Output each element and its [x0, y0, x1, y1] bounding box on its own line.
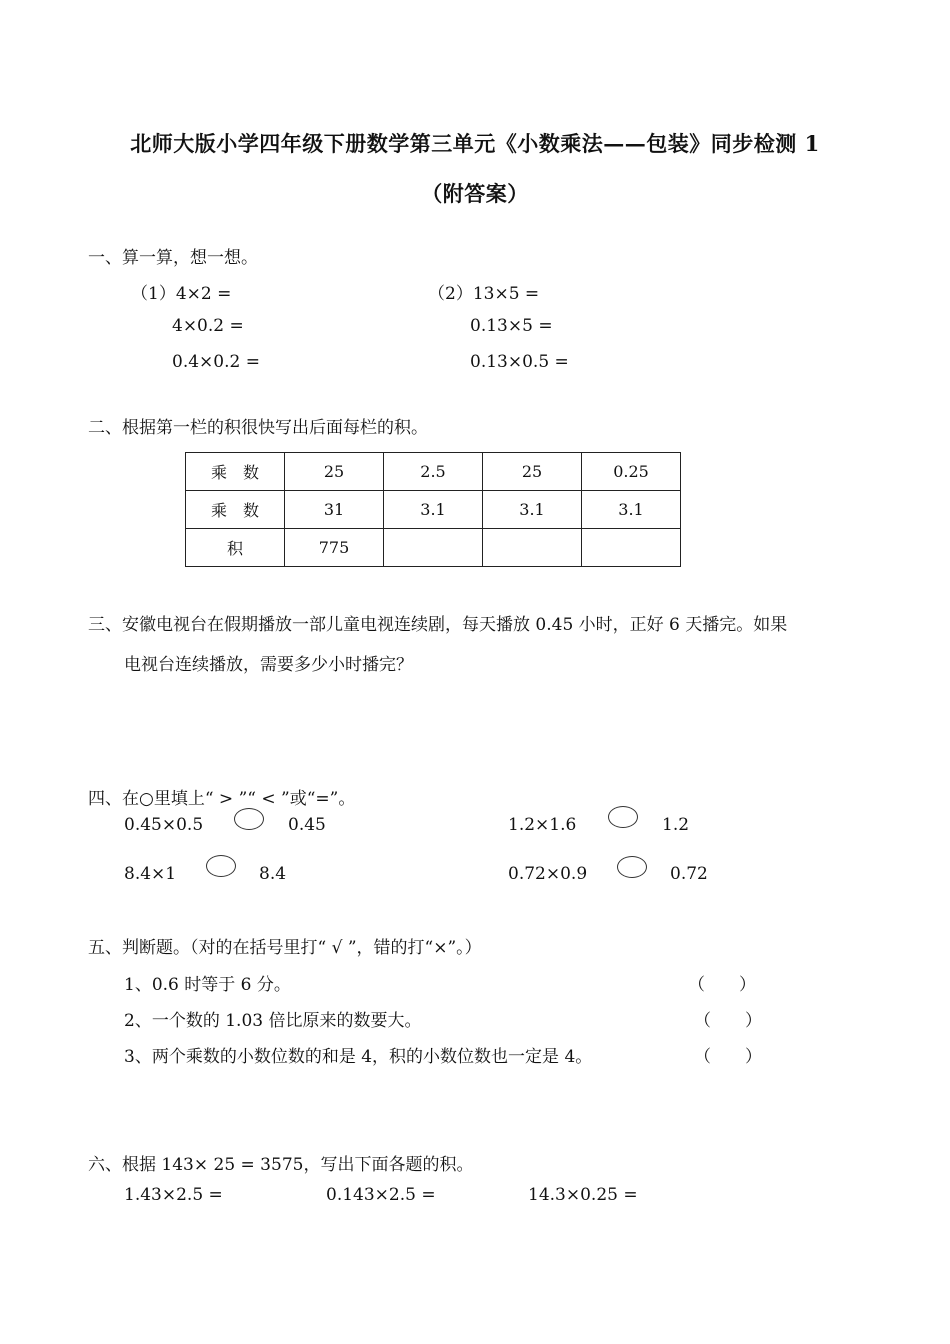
compare-oval-2[interactable]: [608, 806, 638, 828]
section3-line1: 三、安徽电视台在假期播放一部儿童电视连续剧，每天播放 0.45 小时，正好 6 天播完。如果: [88, 615, 788, 635]
judge-item-2: 2、一个数的 1.03 倍比原来的数要大。: [124, 1011, 422, 1031]
table-row: [186, 529, 681, 567]
compare-left-3: 8.4×1: [124, 864, 177, 884]
section2-heading: 二、根据第一栏的积很快写出后面每栏的积。: [88, 418, 428, 438]
section1-heading: 一、算一算，想一想。: [88, 248, 258, 268]
table-cell: 3.1: [384, 491, 483, 529]
section1-right-2: 0.13×5 =: [470, 316, 553, 336]
table-cell: 25: [483, 453, 582, 491]
section1-right-3: 0.13×0.5 =: [470, 352, 569, 372]
section1-left-3: 0.4×0.2 =: [172, 352, 260, 372]
compare-right-4: 0.72: [670, 864, 708, 884]
answer-cell[interactable]: [384, 529, 483, 567]
section6-item-1: 1.43×2.5 =: [124, 1185, 223, 1205]
table-cell: 2.5: [384, 453, 483, 491]
section4-heading: 四、在○里填上“ > ”“ < ”或“=”。: [88, 789, 356, 809]
compare-left-4: 0.72×0.9: [508, 864, 588, 884]
section3-line2: 电视台连续播放，需要多少小时播完？: [124, 655, 413, 675]
compare-right-2: 1.2: [662, 815, 690, 835]
compare-left-2: 1.2×1.6: [508, 815, 577, 835]
judge-bracket-2[interactable]: （ ）: [694, 1011, 762, 1031]
table-row: [186, 453, 681, 491]
page-title: 北师大版小学四年级下册数学第三单元《小数乘法——包装》同步检测 1: [130, 131, 820, 156]
section6-item-2: 0.143×2.5 =: [326, 1185, 436, 1205]
table-cell: 3.1: [582, 491, 681, 529]
answer-cell[interactable]: [582, 529, 681, 567]
table-cell: 3.1: [483, 491, 582, 529]
section6-heading: 六、根据 143× 25 = 3575，写出下面各题的积。: [88, 1155, 474, 1175]
table-cell: 25: [285, 453, 384, 491]
product-table: [185, 452, 681, 567]
compare-oval-3[interactable]: [206, 855, 236, 877]
judge-bracket-3[interactable]: （ ）: [694, 1047, 762, 1067]
row-label: 乘 数: [186, 453, 285, 491]
section1-left-2: 4×0.2 =: [172, 316, 244, 336]
table-row: [186, 491, 681, 529]
section1-right-1: （2）13×5 =: [428, 284, 540, 304]
row-label: 乘 数: [186, 491, 285, 529]
compare-oval-4[interactable]: [617, 856, 647, 878]
judge-item-3: 3、两个乘数的小数位数的和是 4，积的小数位数也一定是 4。: [124, 1047, 593, 1067]
compare-left-1: 0.45×0.5: [124, 815, 204, 835]
section6-item-3: 14.3×0.25 =: [528, 1185, 638, 1205]
compare-right-1: 0.45: [288, 815, 326, 835]
answer-cell[interactable]: [483, 529, 582, 567]
row-label: 积: [186, 529, 285, 567]
compare-right-3: 8.4: [259, 864, 287, 884]
table-cell: 31: [285, 491, 384, 529]
table-cell: 0.25: [582, 453, 681, 491]
judge-bracket-1[interactable]: （ ）: [688, 975, 756, 995]
judge-item-1: 1、0.6 时等于 6 分。: [124, 975, 291, 995]
compare-oval-1[interactable]: [234, 808, 264, 830]
section1-left-1: （1）4×2 =: [131, 284, 232, 304]
table-cell: 775: [285, 529, 384, 567]
page-subtitle: （附答案）: [421, 181, 529, 206]
section5-heading: 五、判断题。（对的在括号里打“ √ ”，错的打“×”。）: [88, 938, 482, 958]
